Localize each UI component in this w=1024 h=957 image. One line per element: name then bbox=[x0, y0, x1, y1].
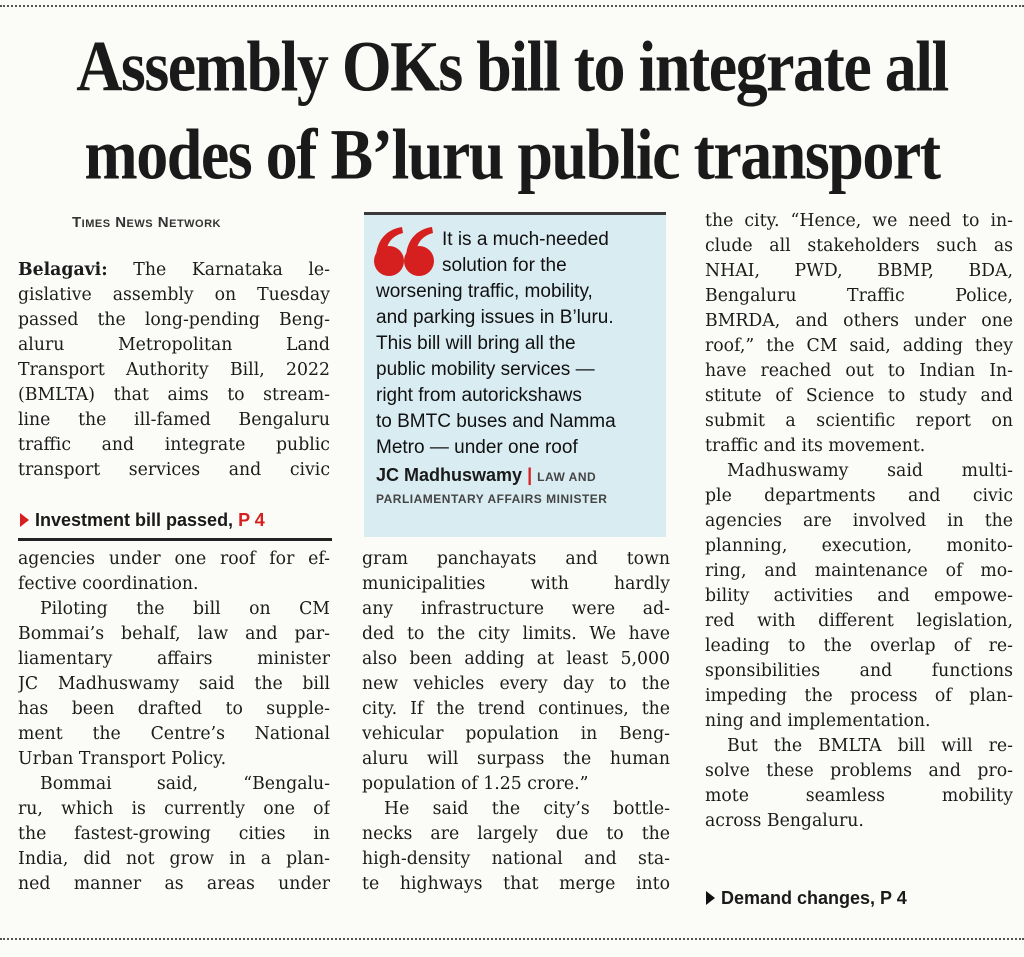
text-line: But the BMLTA bill will re- bbox=[727, 736, 1013, 756]
text-line: red with different legislation, bbox=[705, 611, 1013, 631]
text-line: Urban Transport Policy. bbox=[18, 749, 227, 769]
text-line: fective coordination. bbox=[18, 574, 199, 594]
text-line: the fastest-growing cities in bbox=[18, 824, 330, 844]
text-line: any infrastructure were ad- bbox=[362, 599, 670, 619]
text-line: ment the Centre’s National bbox=[18, 724, 330, 744]
column-1-top bbox=[18, 258, 330, 483]
text-line: ded to the city limits. We have bbox=[362, 624, 670, 644]
text-line: (BMLTA) that aims to stream- bbox=[18, 385, 330, 405]
column-1-bottom bbox=[18, 547, 330, 897]
headline-line-2: modes of B’luru public transport bbox=[84, 114, 940, 195]
text-line: line the ill-famed Bengaluru bbox=[18, 410, 330, 430]
bottom-dotted-rule bbox=[0, 938, 1024, 940]
text-line: planning, execution, monito- bbox=[705, 536, 1013, 556]
text-line: leading to the overlap of re- bbox=[705, 636, 1013, 656]
text-line: Bommai’s behalf, law and par- bbox=[18, 624, 330, 644]
text-line: NHAI, PWD, BBMP, BDA, bbox=[705, 261, 1013, 281]
text-line: the city. “Hence, we need to in- bbox=[705, 211, 1013, 231]
dateline: Belagavi: bbox=[18, 260, 108, 280]
text-line: new vehicles every day to the bbox=[362, 674, 670, 694]
text-line: submit a scientific report on bbox=[705, 411, 1013, 431]
quote-line: public mobility services — bbox=[376, 359, 595, 380]
text-line-rest: The Karnataka le- bbox=[107, 260, 330, 280]
text-line: ning and implementation. bbox=[705, 711, 931, 731]
text-line: gislative assembly on Tuesday bbox=[18, 285, 330, 305]
pull-quote-box bbox=[364, 212, 666, 537]
jump-ref-investment-bill[interactable] bbox=[20, 510, 265, 531]
text-line: also been adding at least 5,000 bbox=[362, 649, 670, 669]
text-line: across Bengaluru. bbox=[705, 811, 864, 831]
jump-ref-demand-changes[interactable] bbox=[706, 888, 907, 909]
text-line: stitute of Science to study and bbox=[705, 386, 1013, 406]
text-line: gram panchayats and town bbox=[362, 549, 670, 569]
text-line: solve these problems and pro- bbox=[705, 761, 1013, 781]
text-line: city. If the trend continues, the bbox=[362, 699, 670, 719]
quote-line: It is a much-needed bbox=[442, 229, 609, 250]
quote-line: to BMTC buses and Namma bbox=[376, 411, 616, 432]
text-line: have reached out to Indian In- bbox=[705, 361, 1013, 381]
text-line: ned manner as areas under bbox=[18, 874, 330, 894]
quote-author: JC Madhuswamy bbox=[376, 465, 523, 485]
quote-line: solution for the bbox=[442, 255, 567, 276]
jump-ref-text: Investment bill passed, bbox=[35, 510, 239, 530]
text-line: BMRDA, and others under one bbox=[705, 311, 1013, 331]
text-line: bility activities and empowe- bbox=[705, 586, 1013, 606]
quote-role-1: LAW AND bbox=[537, 470, 597, 484]
byline: Times News Network bbox=[72, 214, 221, 231]
text-line: Transport Authority Bill, 2022 bbox=[18, 360, 330, 380]
text-line: traffic and its movement. bbox=[705, 436, 926, 456]
quote-attribution bbox=[376, 465, 654, 486]
text-line: has been drafted to supple- bbox=[18, 699, 330, 719]
text-line: ring, and maintenance of mo- bbox=[705, 561, 1013, 581]
quote-mark-icon bbox=[372, 221, 436, 281]
text-line: passed the long-pending Beng- bbox=[18, 310, 330, 330]
quote-line: Metro — under one roof bbox=[376, 437, 578, 458]
jump-ref-page: P 4 bbox=[238, 510, 265, 530]
text-line: He said the city’s bottle- bbox=[384, 799, 670, 819]
quote-line: This bill will bring all the bbox=[376, 333, 576, 354]
text-line: aluru Metropolitan Land bbox=[18, 335, 330, 355]
text-line: Bommai said, “Bengalu- bbox=[40, 774, 330, 794]
text-line: Bengaluru Traffic Police, bbox=[705, 286, 1013, 306]
text-line: agencies under one roof for ef- bbox=[18, 549, 330, 569]
text-line: liamentary affairs minister bbox=[18, 649, 330, 669]
text-line: roof,” the CM said, adding they bbox=[705, 336, 1013, 356]
quote-mark-shapes bbox=[374, 227, 434, 276]
quote-line: worsening traffic, mobility, bbox=[376, 281, 593, 302]
attribution-separator: | bbox=[527, 465, 533, 485]
arrow-right-icon bbox=[706, 891, 715, 905]
text-line: sponsibilities and functions bbox=[705, 661, 1013, 681]
text-line: impeding the process of plan- bbox=[705, 686, 1013, 706]
text-line: necks are largely due to the bbox=[362, 824, 670, 844]
text-line: vehicular population in Beng- bbox=[362, 724, 670, 744]
text-line: India, did not grow in a plan- bbox=[18, 849, 330, 869]
text-line: municipalities with hardly bbox=[362, 574, 670, 594]
arrow-right-icon bbox=[20, 513, 29, 527]
column-2 bbox=[362, 547, 670, 897]
text-line bbox=[18, 258, 330, 283]
text-line: high-density national and sta- bbox=[362, 849, 670, 869]
text-line: aluru will surpass the human bbox=[362, 749, 670, 769]
text-line: JC Madhuswamy said the bill bbox=[18, 674, 330, 694]
top-dotted-rule bbox=[0, 5, 1024, 7]
text-line: traffic and integrate public bbox=[18, 435, 330, 455]
quote-role-2: PARLIAMENTARY AFFAIRS MINISTER bbox=[376, 492, 608, 506]
headline-line-1: Assembly OKs bill to integrate all bbox=[76, 26, 948, 107]
quote-line: right from autorickshaws bbox=[376, 385, 582, 406]
quote-line: and parking issues in B’luru. bbox=[376, 307, 614, 328]
text-line: ru, which is currently one of bbox=[18, 799, 330, 819]
text-line: ple departments and civic bbox=[705, 486, 1013, 506]
text-line: population of 1.25 crore.” bbox=[362, 774, 589, 794]
text-line: agencies are involved in the bbox=[705, 511, 1013, 531]
text-line: Madhuswamy said multi- bbox=[727, 461, 1013, 481]
text-line: Piloting the bill on CM bbox=[40, 599, 330, 619]
text-line: transport services and civic bbox=[18, 460, 330, 480]
column-3 bbox=[705, 209, 1013, 834]
text-line: mote seamless mobility bbox=[705, 786, 1013, 806]
section-rule bbox=[18, 538, 332, 541]
text-line: te highways that merge into bbox=[362, 874, 670, 894]
jump-ref-text: Demand changes, P 4 bbox=[721, 888, 907, 908]
text-line: clude all stakeholders such as bbox=[705, 236, 1013, 256]
